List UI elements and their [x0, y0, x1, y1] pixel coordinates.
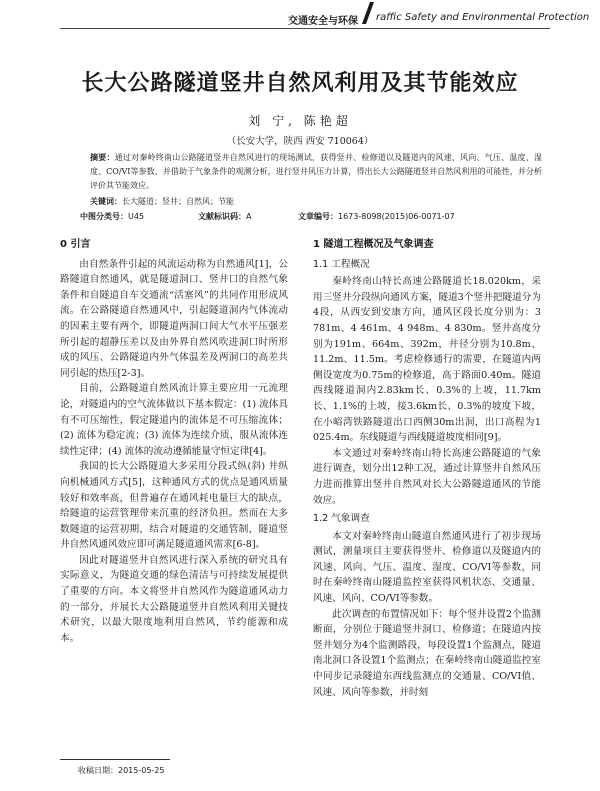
paragraph: 我国的长大公路隧道大多采用分段式纵(斜) 井纵向机械通风方式[5]，这种通风方式的优点是通风质量较好和效率高，但普遍存在通风耗电量巨大的缺点，给隧道的运营管理带来沉重的经济负担。然而在大多数隧道的运营初期，结合对隧道的交通管制，隧道竖井自然风通风效应即可满足隧道通风需求[6-8]。 — [60, 461, 288, 551]
paragraph: 因此对隧道竖井自然风进行深入系统的研究具有实际意义，为隧道交通的绿色清洁与可持续发展提供了重要的方向。本文将竖井自然风作为隧道通风动力的一部分，并展长大公路隧道竖井自然风利用关键技术研究，以最大限度地利用自然风，节约能源和成本。 — [60, 554, 288, 644]
abstract-label: 摘要： — [90, 153, 115, 162]
abstract — [90, 151, 542, 193]
subsection-heading-weather: 1.2 气象调查 — [313, 513, 370, 525]
right-column — [313, 237, 541, 700]
paragraph: 由自然条件引起的风流运动称为自然通风[1]，公路隧道自然通风，就是隧道洞口、竖井口的自然气象条件和自隧道自车交通流“活塞风”的共同作用形成风流。在公路隧道自然通风中，引起隧道洞内气体流动的因素主要有两个，即隧道两洞口间大气水平压强差所引起的超静压差以及由外界自然风吹进洞口时所形成的风压、公路隧道内外气体温差及两洞口的高差共同引起的热压[2-3]。 — [60, 258, 288, 379]
clc-number — [80, 211, 144, 222]
paragraph: 本文通过对秦岭终南山特长高速公路隧道的气象进行调查，划分出12种工况，通过计算竖井自然风压力进而推算出竖井自然风对长大公路隧道通风的节能效应。 — [313, 447, 541, 506]
received-date-footnote: 收稿日期：2015-05-25 — [78, 766, 165, 775]
footnote-rule — [60, 759, 170, 760]
abstract-text: 通过对秦岭终南山公路隧道竖井自然风进行的现场测试，获得竖井、检修道以及隧道内的风速、风向、气压、温度、湿度、CO/VI等参数，并借助于气象条件的观测分析，进行竖井风压力计算，得出长大公路隧道竖井自然风利用的可能性，并分析评价其节能效应。 — [90, 153, 542, 190]
paragraph: 目前，公路隧道自然风流计算主要应用一元流理论，对隧道内的空气流体做以下基本假定：(1) 流体具有不可压缩性，假定隧道内的流体是不可压缩流体；(2) 流体为稳定流；(3) 流体为连续介质，服从流体连续性定律；(4) 流体的流动遵循能量守恒定律[4]。 — [60, 383, 288, 457]
journal-name-en: raffic Safety and Environmental Protection — [376, 12, 590, 23]
article-label: 文章编号： — [298, 212, 338, 221]
doc-label: 文献标识码： — [198, 212, 246, 221]
keywords-label: 关键词： — [90, 197, 122, 206]
keywords — [90, 196, 234, 207]
document-code — [198, 211, 251, 222]
header-rule — [60, 28, 550, 29]
section-heading-overview: 1 隧道工程概况及气象调查 — [313, 239, 434, 250]
paragraph: 秦岭终南山特长高速公路隧道长18.020km，采用三竖井分段纵向通风方案，隧道3个竖井把隧道分为4段，从西安到安康方向，通风区段长度分别为：3 781m、4 461m、4 948m、4 830m。竖井高度分别为191m、664m、392m，井径分别为10.8m、11.2m、11.5m。考虑检修通行的需要，在隧道内两侧设宽度为0.75m的检修道，高于路面0.40m。隧道西线隧道洞内2.83km长、0.3%的上坡，11.7km长、1.1%的上坡，接3.6km长、0.3%的坡度下坡，在小峪湾铁路隧道出口西侧30m出洞，出口高程为1 025.4m。东线隧道与西线隧道坡度相同[9]。 — [313, 276, 541, 444]
section-heading-intro: 0 引言 — [60, 239, 91, 250]
article-number — [298, 211, 455, 222]
paper-authors: 刘 宁, 陈艳超 — [248, 114, 352, 128]
subsection-heading-project: 1.1 工程概况 — [313, 258, 370, 270]
paragraph: 此次调查的布置情况如下：每个竖井设置2个监测断面，分别位于隧道竖井洞口、检修道；在隧道内按竖井划分为4个监测路段，每段设置1个监测点，隧道南北洞口各设置1个监测点；在秦岭终南山隧道监控室中同步记录隧道东西线监测点的交通量、CO/VI值、风速、风向等参数，并时刻 — [313, 608, 541, 698]
clc-value: U45 — [128, 212, 145, 221]
paragraph: 本文对秦岭终南山隧道自然通风进行了初步现场测试，测量项目主要获得竖井、检修道以及隧道内的风速、风向、气压、温度、湿度、CO/VI等参数，同时在秦岭终南山隧道监控室获得风机状态、交通量、风速、风向、CO/VI等参数。 — [313, 530, 541, 605]
clc-label: 中图分类号： — [80, 212, 128, 221]
article-value: 1673-8098(2015)06-0071-07 — [338, 212, 455, 221]
paper-affiliation: （长安大学，陕西 西安 710064） — [226, 136, 374, 147]
doc-value: A — [246, 212, 252, 221]
keywords-text: 长大隧道；竖井；自然风；节能 — [122, 197, 234, 206]
journal-name-cn: 交通安全与环保 — [288, 16, 358, 27]
left-column — [60, 237, 288, 646]
journal-logo-mark — [362, 2, 374, 24]
running-header — [0, 0, 600, 34]
paper-title: 长大公路隧道竖井自然风利用及其节能效应 — [81, 71, 519, 96]
